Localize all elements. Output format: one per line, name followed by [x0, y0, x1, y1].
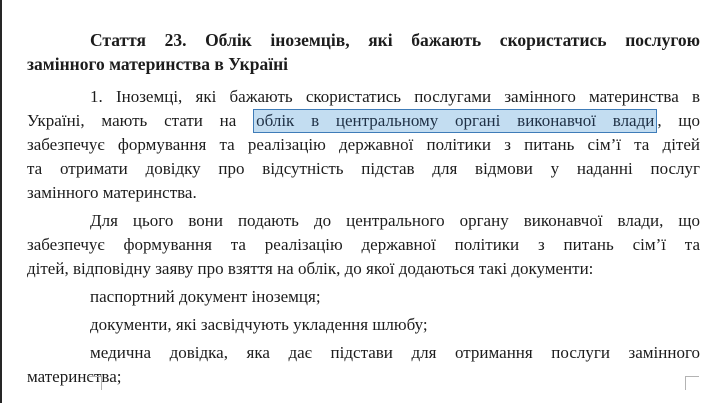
- paragraph-2-line-2: забезпечує формування та реалізацію державної політики з питань сім’ї та: [27, 235, 700, 254]
- document-list-item-medical-line-1: медична довідка, яка дає підстави для отримання послуги замінного: [90, 343, 700, 362]
- margin-corner-mark-left: [88, 376, 102, 390]
- margin-corner-mark-right: [685, 376, 699, 390]
- paragraph-1-line-2-before: Україні, мають стати на: [27, 111, 254, 130]
- article-heading: [27, 28, 700, 76]
- heading-line-1: Стаття 23. Облік іноземців, які бажають скористатись послугою: [90, 30, 700, 50]
- document-list-item-passport: паспортний документ іноземця;: [90, 287, 321, 306]
- document-list-item-medical-line-2: материнства;: [27, 367, 122, 386]
- paragraph-2: [27, 209, 700, 281]
- heading-line-2: замінного материнства в Україні: [27, 54, 289, 74]
- paragraph-1-line-5: замінного материнства.: [27, 183, 197, 202]
- paragraph-2-line-1: Для цього вони подають до центрального органу виконавчої влади, що: [90, 211, 700, 230]
- paragraph-1: [27, 85, 700, 205]
- highlighted-phrase: облік в центральному органі виконавчої влади: [253, 109, 657, 133]
- paragraph-1-line-1: 1. Іноземці, які бажають скористатись послугами замінного материнства в: [90, 87, 700, 106]
- paragraph-1-line-4: та отримати довідку про відсутність підстав для відмови у наданні послуг: [27, 159, 700, 178]
- paragraph-2-line-3: дітей, відповідну заяву про взяття на облік, до якої додаються такі документи:: [27, 259, 594, 278]
- document-list-item-medical: [27, 341, 700, 389]
- paragraph-1-line-2-after: , що: [657, 111, 700, 130]
- document-list-item-marriage: документи, які засвідчують укладення шлюбу;: [90, 315, 428, 334]
- paragraph-1-line-2: [27, 109, 700, 133]
- paragraph-1-line-3: забезпечує формування та реалізацію державної політики з питань сім’ї та дітей: [27, 135, 700, 154]
